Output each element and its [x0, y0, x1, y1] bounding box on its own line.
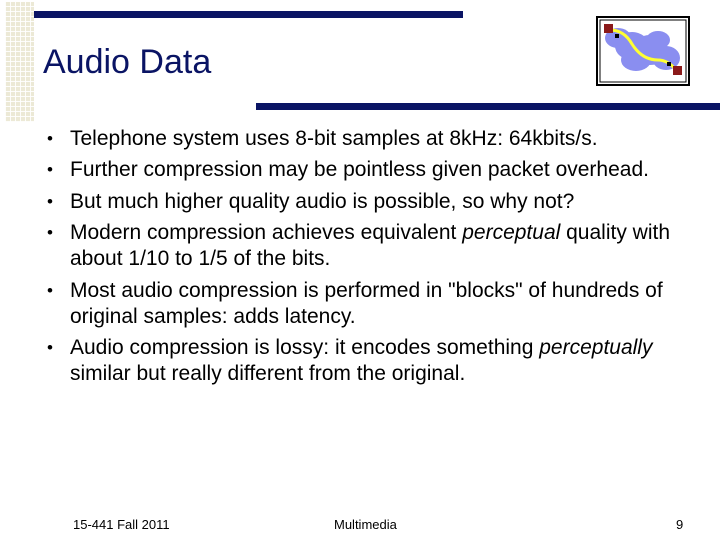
- bullet-dot-icon: •: [47, 280, 53, 300]
- bullet-text-italic: perceptual: [462, 221, 561, 245]
- bullet-list: [47, 126, 697, 392]
- bullet-item: [47, 126, 697, 152]
- bullet-text: Telephone system uses 8-bit samples at 8kHz: 64kbits/s.: [70, 127, 598, 150]
- footer-course: 15-441 Fall 2011: [73, 517, 170, 532]
- bullet-text: Most audio compression is performed in "blocks" of hundreds of original samples: adds latency.: [70, 278, 663, 328]
- network-cloud-logo-icon: [596, 16, 690, 86]
- bullet-item: [47, 189, 697, 215]
- bullet-text: Audio compression is lossy: it encodes something: [70, 335, 540, 359]
- bullet-dot-icon: •: [47, 223, 53, 243]
- left-pattern-decoration: [5, 2, 34, 122]
- title-underline-bar: [256, 103, 720, 110]
- bullet-text: quality with about 1/10 to 1/5 of the bits.: [70, 221, 671, 271]
- bullet-text: similar but really different from the original.: [70, 361, 466, 385]
- bullet-item: [47, 278, 697, 330]
- bullet-text: Modern compression achieves equivalent: [70, 221, 463, 245]
- bullet-dot-icon: •: [47, 337, 53, 357]
- bullet-item: [47, 157, 697, 183]
- slide-title: Audio Data: [43, 43, 212, 81]
- footer-topic: Multimedia: [334, 517, 397, 532]
- page-number: 9: [676, 517, 684, 532]
- bullet-dot-icon: •: [47, 129, 53, 148]
- bullet-item: [47, 220, 697, 272]
- bullet-text-italic: perceptually: [539, 335, 653, 359]
- bullet-dot-icon: •: [47, 160, 53, 180]
- bullet-item: [47, 335, 697, 387]
- bullet-text: Further compression may be pointless given packet overhead.: [70, 158, 649, 182]
- top-accent-bar: [34, 11, 463, 18]
- bullet-text: But much higher quality audio is possible, so why not?: [70, 189, 575, 213]
- bullet-dot-icon: •: [47, 191, 53, 211]
